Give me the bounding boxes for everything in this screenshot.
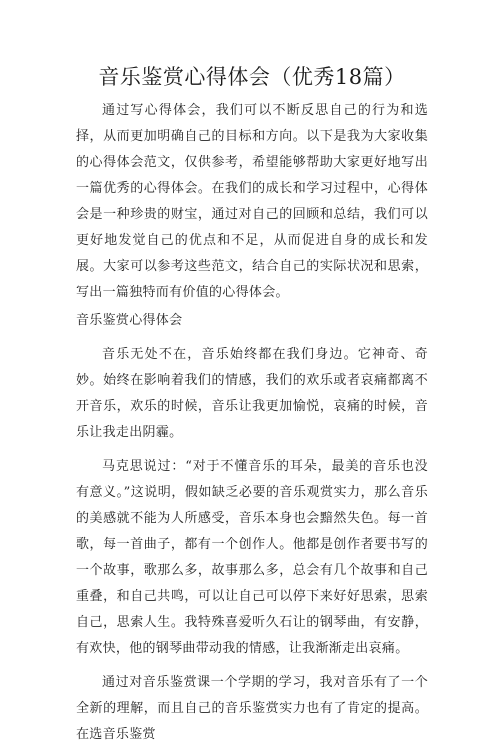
- section-heading: 音乐鉴赏心得体会: [76, 313, 183, 328]
- body-paragraph-1: 音乐无处不在，音乐始终都在我们身边。它神奇、奇妙。始终在影响着我们的情感，我们的欢乐或者哀痛都离不开音乐，欢乐的时候，音乐让我更加愉悦，哀痛的时候，音乐让我走出阴霾。: [76, 347, 428, 440]
- body-paragraph-3: 通过对音乐鉴赏课一个学期的学习，我对音乐有了一个全新的理解，而且自己的音乐鉴赏实力也有了肯定的提高。在选音乐鉴赏: [76, 675, 428, 742]
- body-paragraph-2: 马克思说过：“对于不懂音乐的耳朵，最美的音乐也没有意义。”这说明，假如缺乏必要的音乐观赏实力，那么音乐的美感就不能为人所感受，音乐本身也会黯然失色。每一首歌，每一首曲子，都有一个创作人。他都是创作者要书写的一个故事，歌那么多，故事那么多，总会有几个故事和自己重叠，和自己共鸣，可以让自己可以停下来好好思索，思索自己，思索人生。我特殊喜爱听久石让的钢琴曲，有安静，有欢快，他的钢琴曲带动我的情感，让我渐渐走出哀痛。: [76, 459, 428, 656]
- document-title: 音乐鉴赏心得体会（优秀18篇）: [98, 65, 406, 89]
- intro-paragraph: 通过写心得体会，我们可以不断反思自己的行为和选择，从而更加明确自己的目标和方向。以下是我为大家收集的心得体会范文，仅供参考，希望能够帮助大家更好地写出一篇优秀的心得体会。在我们的成长和学习过程中，心得体会是一种珍贵的财宝，通过对自己的回顾和总结，我们可以更好地发觉自己的优点和不足，从而促进自身的成长和发展。大家可以参考这些范文，结合自己的实际状况和思索，写出一篇独特而有价值的心得体会。: [76, 103, 428, 300]
